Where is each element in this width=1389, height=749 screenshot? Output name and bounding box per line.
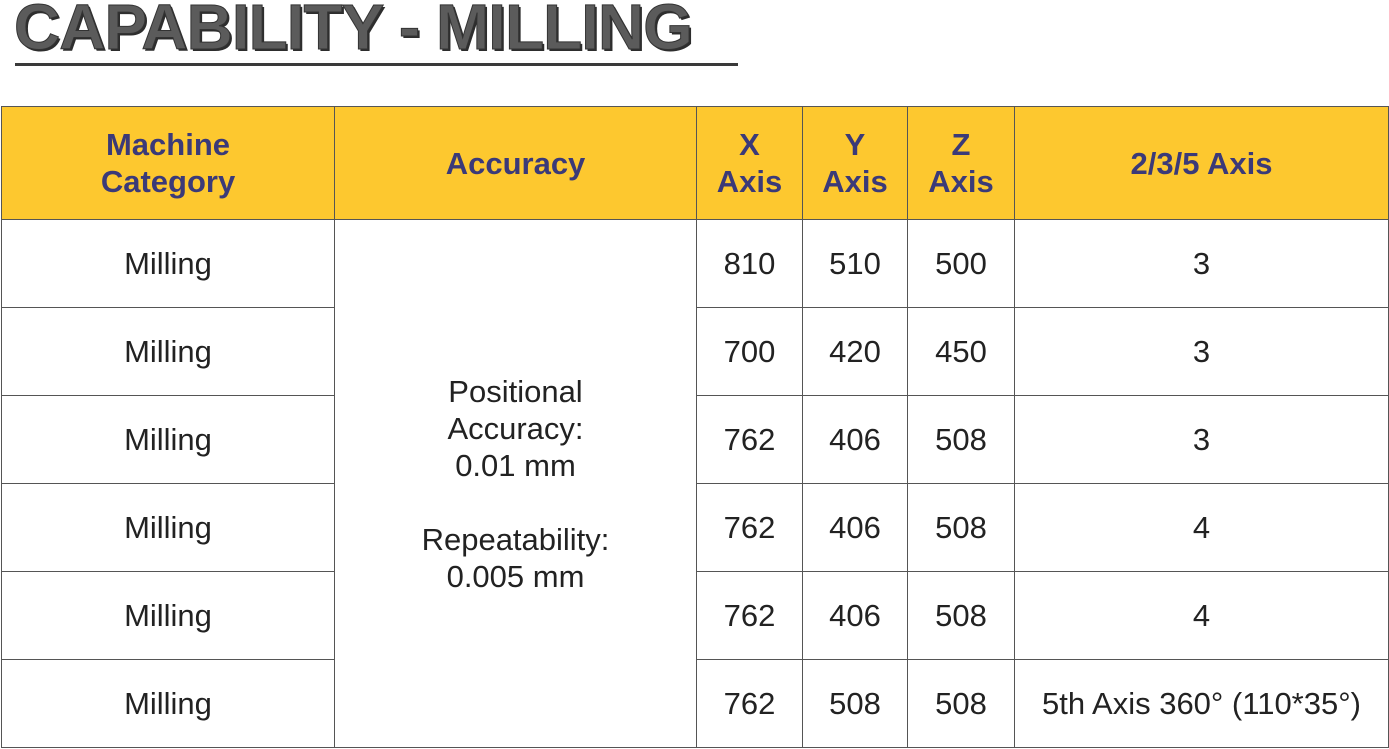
cell-x: 810 bbox=[697, 220, 803, 308]
cell-z: 450 bbox=[908, 308, 1015, 396]
cell-z: 508 bbox=[908, 396, 1015, 484]
cell-category: Milling bbox=[2, 308, 335, 396]
cell-x: 762 bbox=[697, 484, 803, 572]
cell-category: Milling bbox=[2, 484, 335, 572]
cell-y: 406 bbox=[803, 396, 908, 484]
cell-category: Milling bbox=[2, 660, 335, 748]
header-y-axis: Y Axis bbox=[803, 107, 908, 220]
cell-y: 508 bbox=[803, 660, 908, 748]
cell-y: 406 bbox=[803, 572, 908, 660]
header-axis-count: 2/3/5 Axis bbox=[1015, 107, 1389, 220]
cell-x: 700 bbox=[697, 308, 803, 396]
cell-category: Milling bbox=[2, 396, 335, 484]
cell-category: Milling bbox=[2, 220, 335, 308]
cell-z: 508 bbox=[908, 484, 1015, 572]
cell-category: Milling bbox=[2, 572, 335, 660]
header-z-axis: Z Axis bbox=[908, 107, 1015, 220]
cell-z: 500 bbox=[908, 220, 1015, 308]
header-x-axis: X Axis bbox=[697, 107, 803, 220]
header-machine-category: Machine Category bbox=[2, 107, 335, 220]
cell-accuracy: Positional Accuracy: 0.01 mm Repeatability: 0.005 mm bbox=[335, 220, 697, 748]
cell-x: 762 bbox=[697, 396, 803, 484]
title-underline bbox=[15, 63, 738, 66]
cell-axes: 3 bbox=[1015, 308, 1389, 396]
table-row bbox=[2, 220, 1389, 308]
cell-axes: 3 bbox=[1015, 396, 1389, 484]
page-title: CAPABILITY - MILLING bbox=[14, 0, 693, 63]
cell-x: 762 bbox=[697, 660, 803, 748]
cell-z: 508 bbox=[908, 660, 1015, 748]
cell-axes: 4 bbox=[1015, 572, 1389, 660]
cell-z: 508 bbox=[908, 572, 1015, 660]
header-accuracy: Accuracy bbox=[335, 107, 697, 220]
cell-axes: 5th Axis 360° (110*35°) bbox=[1015, 660, 1389, 748]
capability-table bbox=[1, 106, 1389, 748]
cell-axes: 4 bbox=[1015, 484, 1389, 572]
header-row bbox=[2, 107, 1389, 220]
cell-y: 510 bbox=[803, 220, 908, 308]
cell-x: 762 bbox=[697, 572, 803, 660]
cell-axes: 3 bbox=[1015, 220, 1389, 308]
cell-y: 420 bbox=[803, 308, 908, 396]
cell-y: 406 bbox=[803, 484, 908, 572]
